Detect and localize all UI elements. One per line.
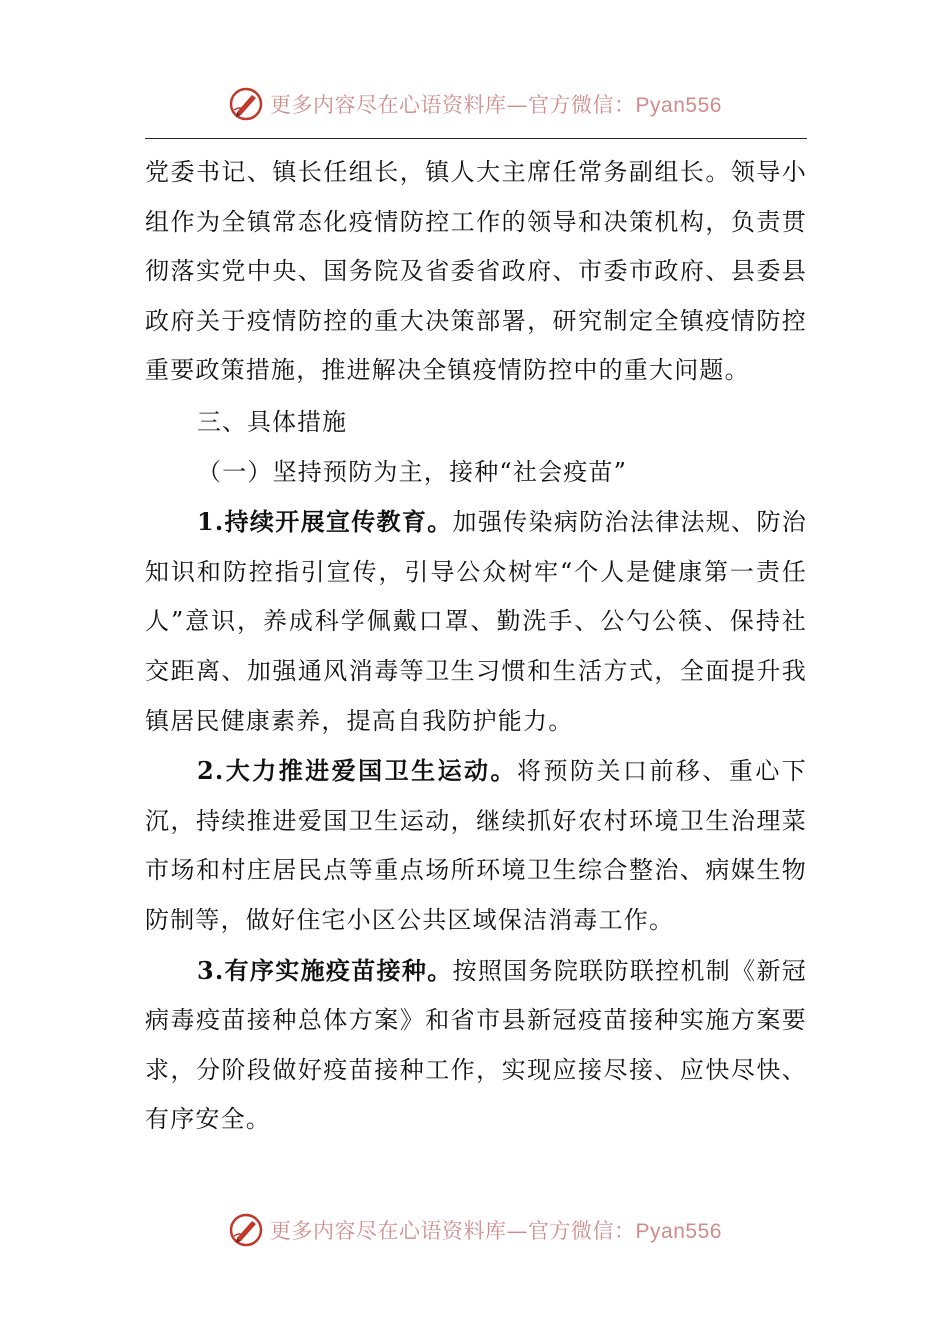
item-1-title: 1.持续开展宣传教育。: [197, 507, 453, 537]
header-rule: [145, 138, 807, 139]
document-body: [145, 148, 807, 1145]
item-2-title: 2.大力推进爱国卫生运动。: [197, 756, 518, 786]
header-watermark-text: 更多内容尽在心语资料库—官方微信：Pyan556: [270, 93, 722, 117]
item-1-text: 加强传染病防治法律法规、防治知识和防控指引宣传，引导公众树牢“个人是健康第一责任人”意识，养成科学佩戴口罩、勤洗手、公勺公筷、保持社交距离、加强通风消毒等卫生习惯和生活方式，全面提升我镇居民健康素养，提高自我防护能力。: [145, 508, 807, 735]
item-2-text: 将预防关口前移、重心下沉，持续推进爱国卫生运动，继续抓好农村环境卫生治理菜市场和村庄居民点等重点场所环境卫生综合整治、病媒生物防制等，做好住宅小区公共区域保洁消毒工作。: [145, 757, 808, 934]
section-heading-specific-measures: 三、具体措施: [197, 407, 347, 436]
pen-logo-icon: [228, 1212, 264, 1248]
item-2-patriotic-health: [145, 746, 807, 945]
footer-watermark: [0, 1210, 950, 1250]
header-watermark: [0, 84, 950, 124]
paragraph-leadership-group: 党委书记、镇长任组长，镇人大主席任常务副组长。领导小组作为全镇常态化疫情防控工作的领导和决策机构，负责贯彻落实党中央、国务院及省委省政府、市委市政府、县委县政府关于疫情防控的重大决策部署，研究制定全镇疫情防控重要政策措施，推进解决全镇疫情防控中的重大问题。: [145, 158, 807, 385]
item-3-title: 3.有序实施疫苗接种。: [197, 955, 453, 985]
item-3-text: 按照国务院联防联控机制《新冠病毒疫苗接种总体方案》和省市县新冠疫苗接种实施方案要求，分阶段做好疫苗接种工作，实现应接尽接、应快尽快、有序安全。: [145, 956, 807, 1134]
item-3-vaccination: [145, 946, 807, 1145]
pen-logo-icon: [228, 86, 264, 122]
subsection-heading-prevention: （一）坚持预防为主，接种“社会疫苗”: [197, 457, 628, 486]
item-1-publicity-education: [145, 497, 807, 746]
footer-watermark-text: 更多内容尽在心语资料库—官方微信：Pyan556: [270, 1219, 722, 1243]
